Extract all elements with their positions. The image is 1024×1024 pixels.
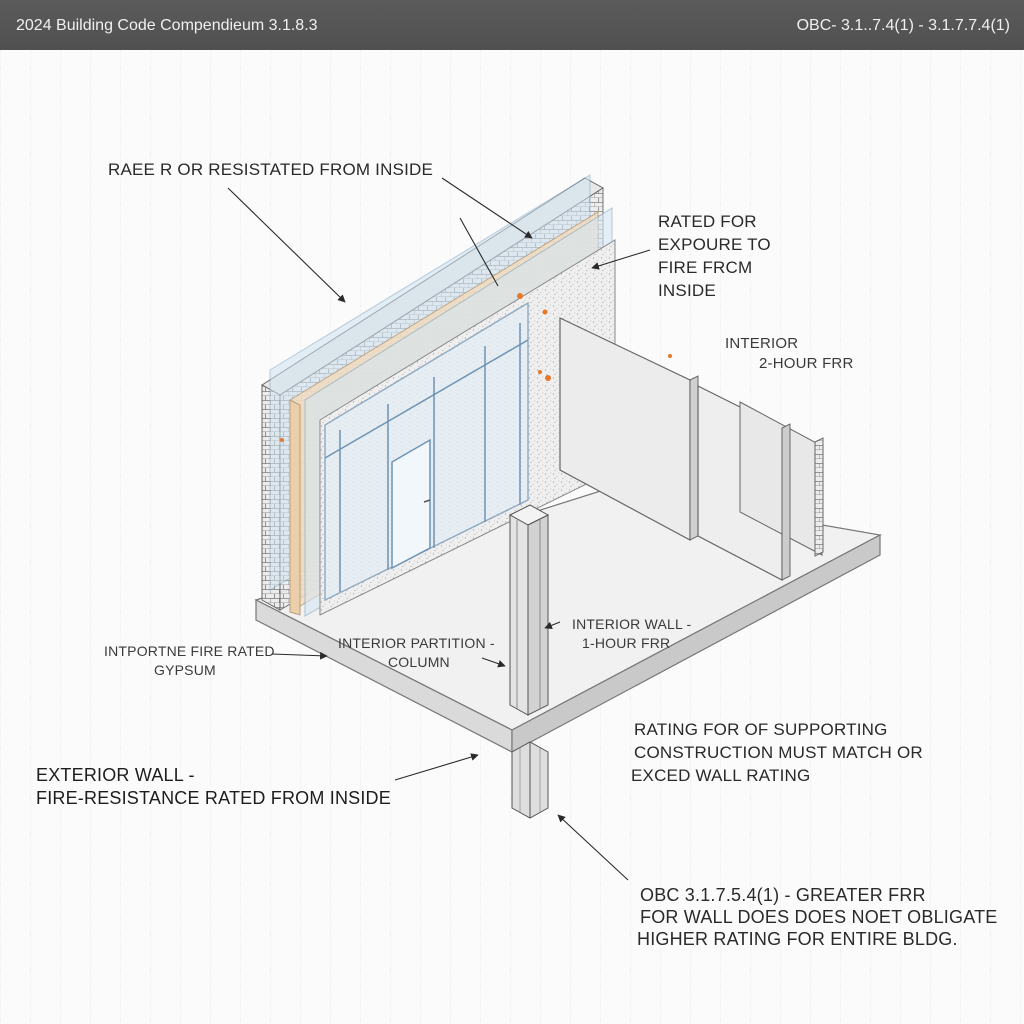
code-reference: OBC- 3.1..7.4(1) - 3.1.7.7.4(1) bbox=[796, 17, 1010, 34]
label-top-left: RAEE R OR RESISTATED FROM INSIDE bbox=[108, 160, 434, 179]
label-rated-for-exposure: RATED FOR EXPOURE TO FIRE FRCM INSIDE bbox=[658, 212, 771, 300]
label-interior-2hr: INTERIOR 2-HOUR FRR bbox=[725, 335, 854, 372]
label-interior-partition: INTERIOR PARTITION - COLUMN bbox=[338, 635, 495, 670]
label-supporting-construction: RATING FOR OF SUPPORTING CONSTRUCTION MUST MATCH OR EXCED WALL RATING bbox=[631, 720, 923, 785]
label-obc-note: OBC 3.1.7.5.4(1) - GREATER FRR FOR WALL DOES DOES NOET OBLIGATE HIGHER RATING FOR ENTIRE BLDG. bbox=[637, 885, 998, 949]
document-title: 2024 Building Code Compendieum 3.1.8.3 bbox=[16, 17, 318, 34]
label-interior-wall-1hr: INTERIOR WALL - 1-HOUR FRR bbox=[572, 616, 692, 651]
label-fire-rated-gypsum: INTPORTNE FIRE RATED GYPSUM bbox=[104, 643, 275, 678]
label-exterior-wall: EXTERIOR WALL - FIRE-RESISTANCE RATED FROM INSIDE bbox=[36, 765, 391, 808]
structural-column bbox=[510, 505, 548, 818]
